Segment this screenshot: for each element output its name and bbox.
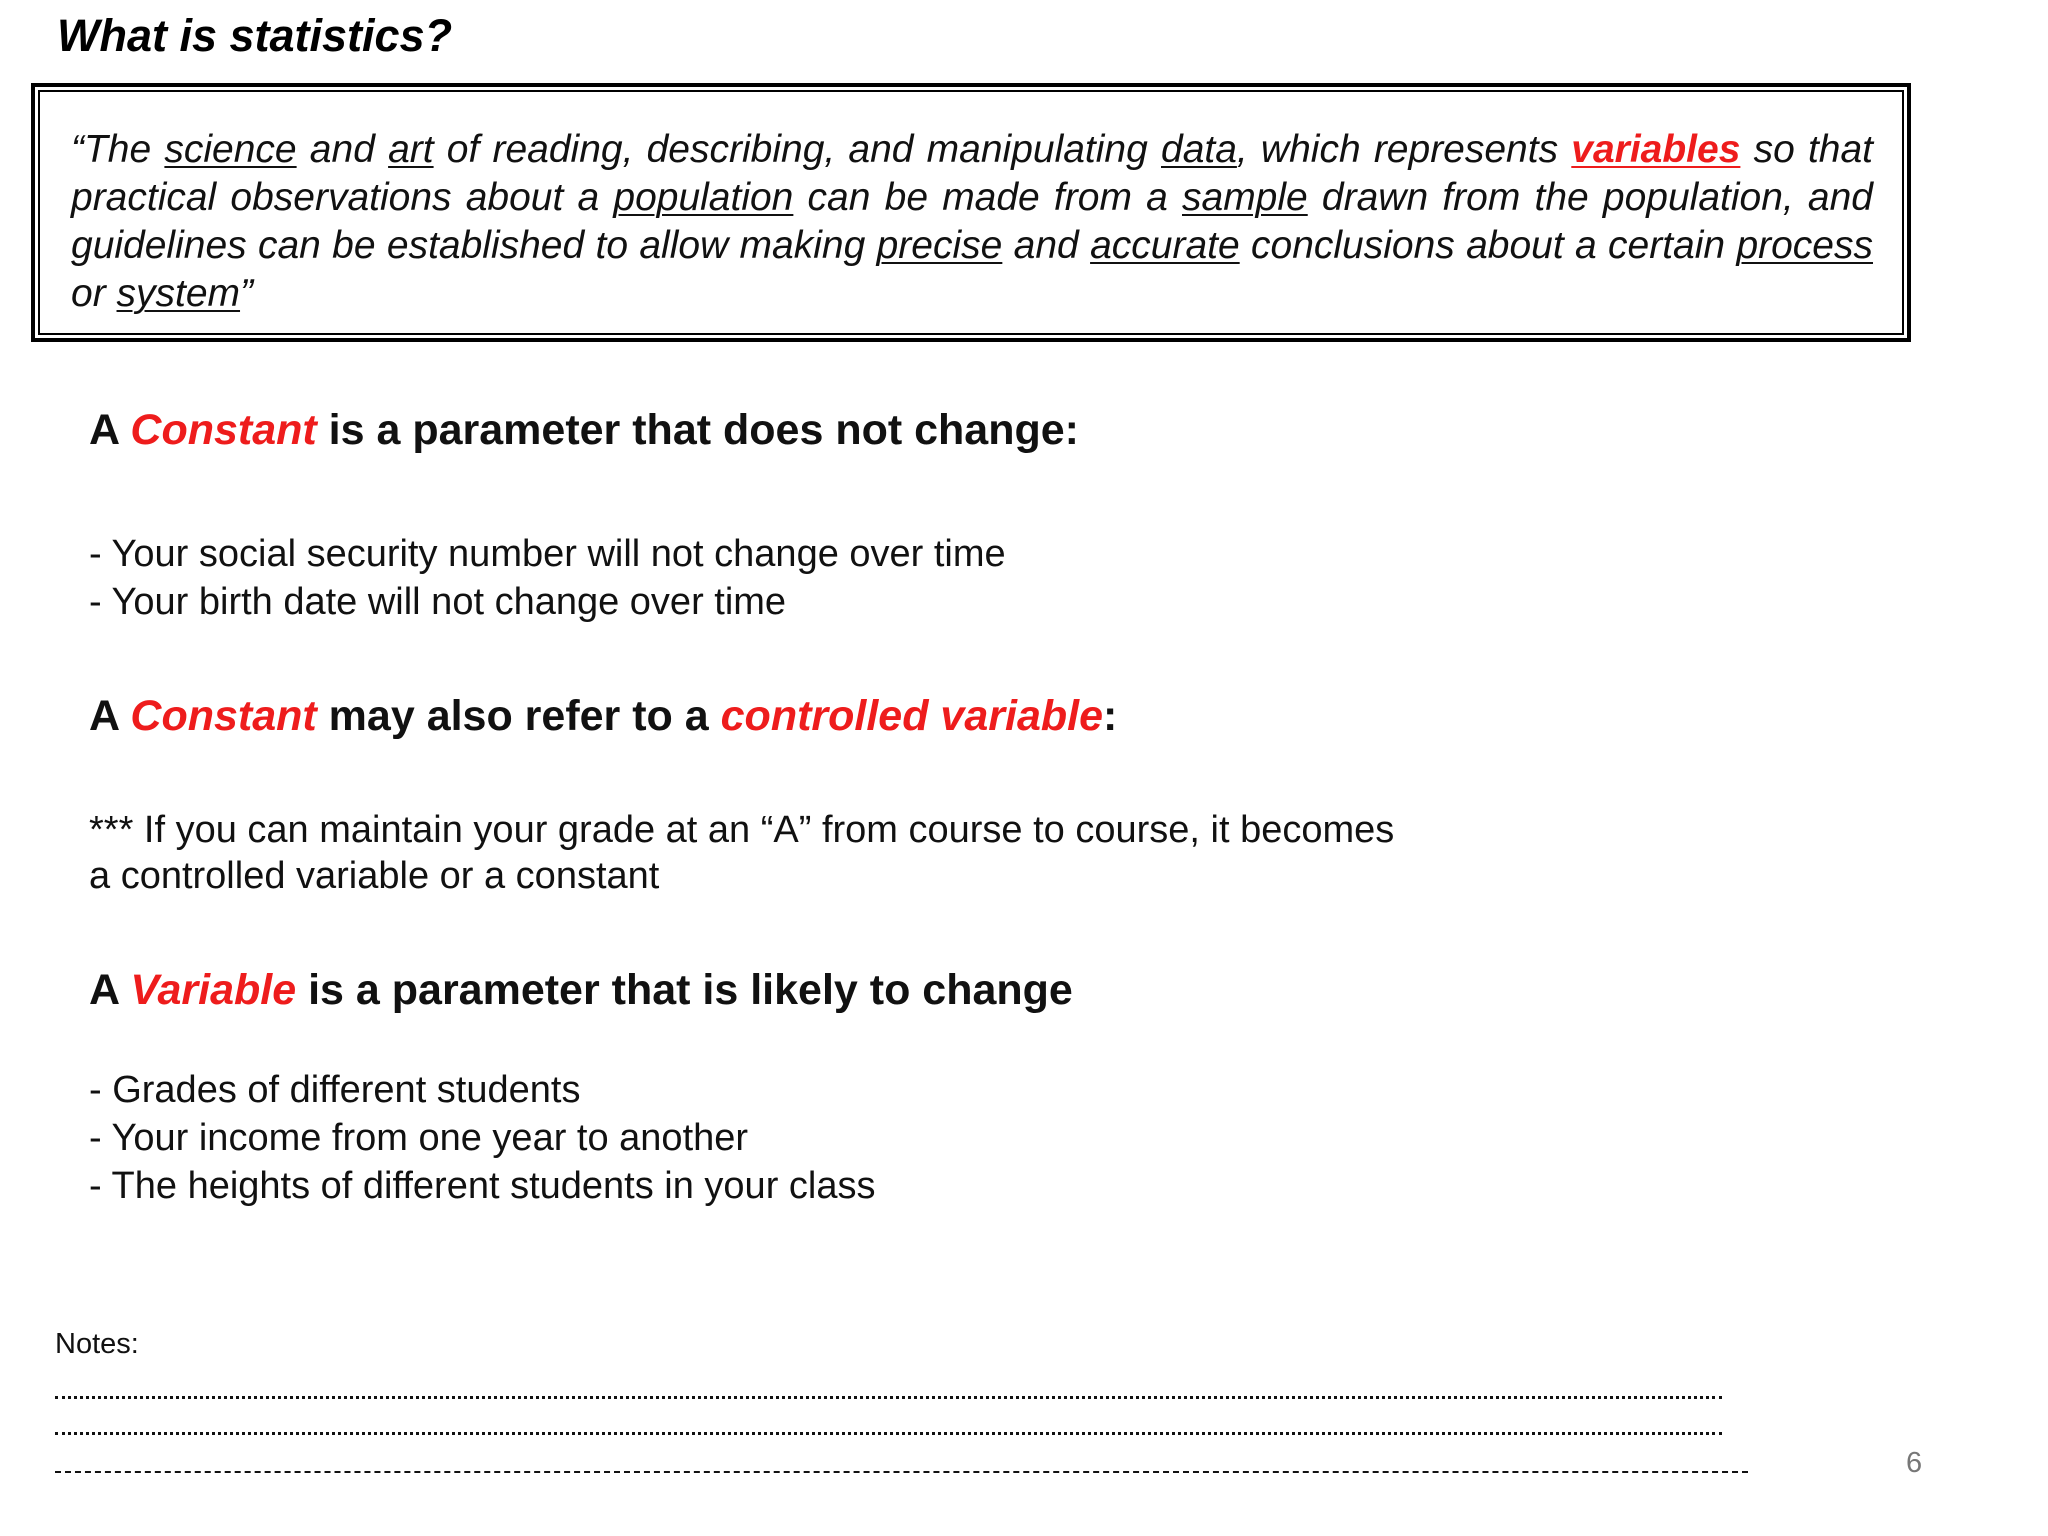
term-data: data [1161,128,1237,171]
heading-rest: is a parameter that does not change: [316,406,1079,454]
quote-text: and [1002,224,1091,267]
list-item: - Your birth date will not change over time [89,581,787,623]
term-sample: sample [1182,176,1308,219]
quote-text: , which represents [1236,128,1572,171]
constant-term: Constant [130,692,317,740]
heading-colon: : [1102,692,1118,740]
variable-term: Variable [130,966,297,1014]
term-accurate: accurate [1090,224,1240,267]
quote-text: conclusions about a certain [1239,224,1737,267]
notes-dotted-line [55,1396,1722,1399]
quote-text: drawn from the population, and guidelines can be established to allow making [71,176,1873,267]
term-precise: precise [876,224,1003,267]
notes-dotted-line [55,1432,1722,1435]
variable-examples-list [89,1066,875,1210]
quote-open: “The [71,128,165,171]
quote-text: of reading, describing, and manipulating [433,128,1161,171]
constant-term: Constant [130,406,317,454]
notes-label: Notes: [55,1328,139,1360]
controlled-variable-note [89,807,1394,899]
definition-box [31,83,1911,342]
term-process: process [1736,224,1873,267]
constant-examples-list [89,530,1006,626]
quote-text: so that practical observations about a [71,128,1874,219]
term-art: art [388,128,434,171]
variable-heading [89,966,1073,1015]
term-system: system [116,272,241,315]
notes-dashed-line [55,1471,1748,1473]
definition-box-inner [38,90,1904,335]
quote-text: can be made from a [793,176,1182,219]
quote-close: ” [240,272,254,315]
heading-middle: may also refer to a [316,692,721,740]
list-item: - The heights of different students in your class [89,1165,876,1207]
list-item: - Your social security number will not change over time [89,533,1006,575]
quote-text: and [296,128,389,171]
heading-prefix: A [89,966,131,1014]
list-item: - Grades of different students [89,1069,581,1111]
constant-heading [89,406,1079,455]
page-number: 6 [1906,1447,1923,1479]
term-population: population [613,176,794,219]
heading-rest: is a parameter that is likely to change [296,966,1073,1014]
heading-prefix: A [89,406,131,454]
list-item: - Your income from one year to another [89,1117,749,1159]
note-line: a controlled variable or a constant [89,855,660,897]
controlled-variable-term: controlled variable [720,692,1103,740]
note-line: *** If you can maintain your grade at an “A” from course to course, it becomes [89,809,1395,851]
term-science: science [164,128,297,171]
page-title: What is statistics? [57,10,453,61]
heading-prefix: A [89,692,131,740]
controlled-variable-heading [89,692,1117,741]
term-variables: variables [1571,128,1741,171]
definition-quote [71,126,1873,318]
quote-text: or [71,272,117,315]
